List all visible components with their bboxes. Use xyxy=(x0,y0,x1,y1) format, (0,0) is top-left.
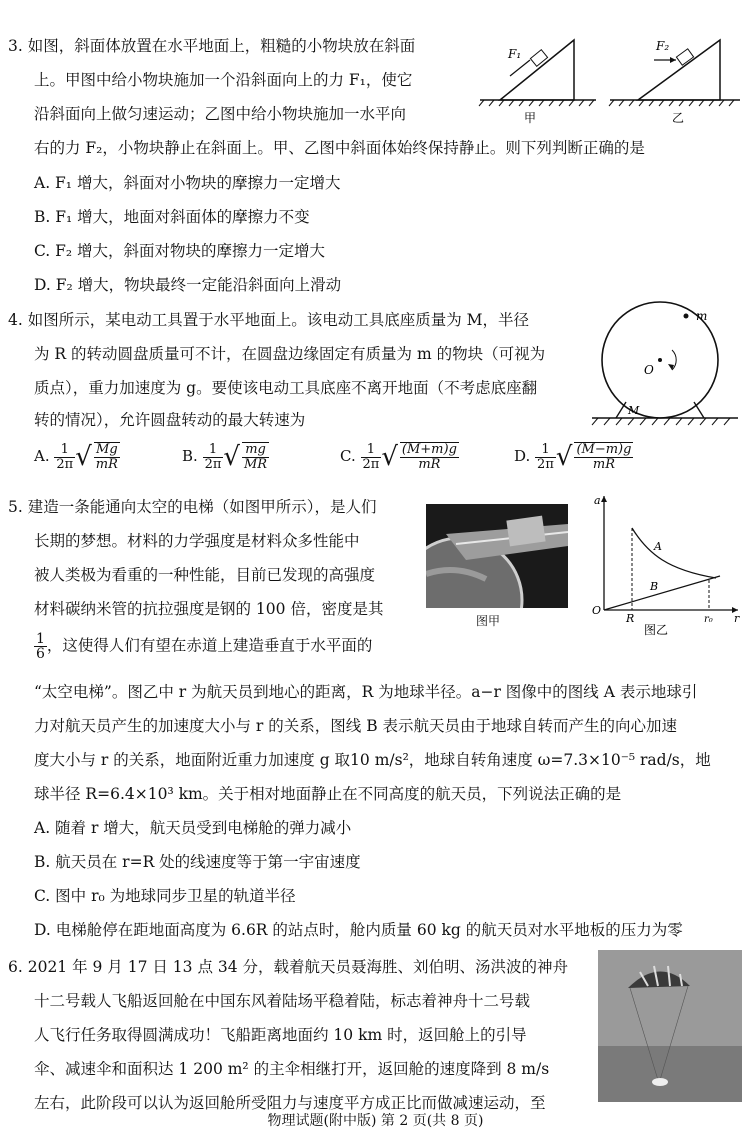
q4-c-coef-den: 2π xyxy=(362,456,380,472)
q5-line-6: “太空电梯”。图乙中 r 为航天员到地心的距离，R 为地球半径。a−r 图像中的图线 A 表示地球引 xyxy=(34,683,698,701)
q4-line-4: 转的情况），允许圆盘转动的最大转速为 xyxy=(34,411,306,429)
q5-a-r-graph xyxy=(588,492,744,636)
q3-option-a: A. F₁ 增大，斜面对小物块的摩擦力一定增大 xyxy=(34,174,341,192)
q5-option-c: C. 图中 r₀ 为地球同步卫星的轨道半径 xyxy=(34,887,296,905)
q5-line-7: 力对航天员产生的加速度大小与 r 的关系，图线 B 表示航天员由于地球自转而产生的向心加速 xyxy=(34,717,678,735)
q5-graph-r-axis: r xyxy=(734,612,740,625)
q5-line-9: 球半径 R=6.4×10³ km。关于相对地面静止在不同高度的航天员，下列说法正确的是 xyxy=(34,785,622,803)
q4-c-num: (M+m)g xyxy=(401,442,457,457)
q3-f2-label: F₂ xyxy=(656,39,670,53)
q4-b-coef-num: 1 xyxy=(203,443,224,458)
q4-option-a: A. $\frac{1}{2\pi}$ √ $\frac{Mg}{mR}$ xyxy=(34,441,118,472)
q6-line-3: 人飞行任务取得圆满成功！飞船距离地面约 10 km 时，返回舱上的引导 xyxy=(34,1026,527,1044)
q5-option-b: B. 航天员在 r=R 处的线速度等于第一宇宙速度 xyxy=(34,853,361,871)
q6-line-1: 6. 2021 年 9 月 17 日 13 点 34 分，载着航天员聂海胜、刘伯明、汤洪波的神舟 xyxy=(8,958,569,976)
q3-option-d: D. F₂ 增大，物块最终一定能沿斜面向上滑动 xyxy=(34,276,342,294)
q4-a-coef-den: 2π xyxy=(56,456,74,472)
q3-option-b: B. F₁ 增大，地面对斜面体的摩擦力不变 xyxy=(34,208,310,226)
q5-graph-o-label: O xyxy=(592,604,602,617)
q4-b-num: mg xyxy=(242,443,269,458)
q5-line-8: 度大小与 r 的关系，地面附近重力加速度 g 取10 m/s²，地球自转角速度 ω=7.3×10⁻⁵ rad/s，地 xyxy=(34,751,711,769)
q5-space-elevator-photo xyxy=(426,504,568,608)
q6-parachute-photo xyxy=(598,950,742,1102)
q5-fig-yi-label: 图乙 xyxy=(644,623,669,636)
q3-line-3: 沿斜面向上做匀速运动；乙图中给小物块施加一水平向 xyxy=(34,105,407,123)
q5-line-3: 被人类极为看重的一种性能，目前已发现的高强度 xyxy=(34,566,376,584)
q4-line-1: 4. 如图所示，某电动工具置于水平地面上。该电动工具底座质量为 M，半径 xyxy=(8,311,530,329)
q4-m-label: m xyxy=(696,309,708,323)
q3-jia-label: 甲 xyxy=(524,111,537,124)
q5-fig-jia-label: 图甲 xyxy=(476,614,501,628)
q3-line-1: 3. 如图，斜面体放置在水平地面上，粗糙的小物块放在斜面 xyxy=(8,37,416,55)
q5-line-5 xyxy=(34,632,372,661)
q4-option-c-label: C. xyxy=(340,447,356,465)
q4-o-label: O xyxy=(644,363,654,377)
q5-option-a: A. 随着 r 增大，航天员受到电梯舱的弹力减小 xyxy=(34,819,352,837)
q4-M-label: M xyxy=(628,404,640,417)
q4-line-2: 为 R 的转动圆盘质量可不计，在圆盘边缘固定有质量为 m 的物块（可视为 xyxy=(34,345,546,363)
q5-graph-line-a: A xyxy=(654,540,662,553)
q5-graph-line-b: B xyxy=(650,580,659,593)
q4-a-num: Mg xyxy=(94,443,120,458)
q4-d-den: mR xyxy=(592,457,616,472)
q5-line-2: 长期的梦想。材料的力学强度是材料众多性能中 xyxy=(34,532,360,550)
q4-d-num: (M−m)g xyxy=(576,442,632,457)
q4-option-b-label: B. xyxy=(182,447,198,465)
q3-option-c: C. F₂ 增大，斜面对物块的摩擦力一定增大 xyxy=(34,242,326,260)
q5-line-4: 材料碳纳米管的抗拉强度是钢的 100 倍，密度是其 xyxy=(34,600,384,618)
q4-c-den: mR xyxy=(418,457,441,472)
q5-line-1: 5. 建造一条能通向太空的电梯（如图甲所示），是人们 xyxy=(8,498,377,516)
q4-disc-figure xyxy=(588,300,748,430)
q5-graph-a-label: a xyxy=(594,494,601,507)
page-footer: 物理试题(附中版) 第 2 页(共 8 页) xyxy=(267,1113,484,1129)
q3-yi-label: 乙 xyxy=(672,111,685,124)
q4-option-d: D. $\frac{1}{2\pi}$ √ $\frac{(M-m)g}{mR}$ xyxy=(514,441,632,472)
q4-option-a-label: A. xyxy=(34,447,50,465)
q4-line-3: 质点），重力加速度为 g。要使该电动工具底座不离开地面（不考虑底座翻 xyxy=(34,379,538,397)
q4-option-b: B. $\frac{1}{2\pi}$ √ $\frac{mg}{MR}$ xyxy=(182,441,268,472)
q5-option-d: D. 电梯舱停在距地面高度为 6.6R 的站点时，舱内质量 60 kg 的航天员对水平地板的压力为零 xyxy=(34,921,683,939)
q3-line-4: 右的力 F₂，小物块静止在斜面上。甲、乙图中斜面体始终保持静止。则下列判断正确的是 xyxy=(34,139,645,157)
q4-c-coef-num: 1 xyxy=(361,443,382,458)
q4-d-coef-den: 2π xyxy=(537,456,554,472)
q5-line-5-text: ，这使得人们有望在赤道上建造垂直于水平面的 xyxy=(46,636,373,655)
q5-frac-num: 1 xyxy=(36,631,45,647)
q4-a-coef-num: 1 xyxy=(54,443,75,458)
q4-b-den: MR xyxy=(243,457,268,472)
q4-option-c: C. $\frac{1}{2\pi}$ √ $\frac{(M+m)g}{mR}$ xyxy=(340,441,457,472)
q4-b-coef-den: 2π xyxy=(204,456,222,472)
q4-d-coef-num: 1 xyxy=(535,443,556,458)
q3-f1-label: F₁ xyxy=(508,47,522,61)
q4-option-d-label: D. xyxy=(514,447,531,465)
q3-line-2: 上。甲图中给小物块施加一个沿斜面向上的力 F₁，使它 xyxy=(34,71,413,89)
q3-incline-figure xyxy=(478,32,748,124)
q5-graph-r-label: R xyxy=(626,612,635,625)
q5-graph-r0-label: r₀ xyxy=(704,614,713,625)
q5-frac-den: 6 xyxy=(36,646,45,662)
q6-line-4: 伞、减速伞和面积达 1 200 m² 的主伞相继打开，返回舱的速度降到 8 m/s xyxy=(34,1060,550,1078)
q4-a-den: mR xyxy=(95,457,118,472)
q6-line-2: 十二号载人飞船返回舱在中国东风着陆场平稳着陆，标志着神舟十二号载 xyxy=(34,992,531,1010)
q6-line-5: 左右，此阶段可以认为返回舱所受阻力与速度平方成正比而做减速运动，至 xyxy=(34,1094,546,1112)
